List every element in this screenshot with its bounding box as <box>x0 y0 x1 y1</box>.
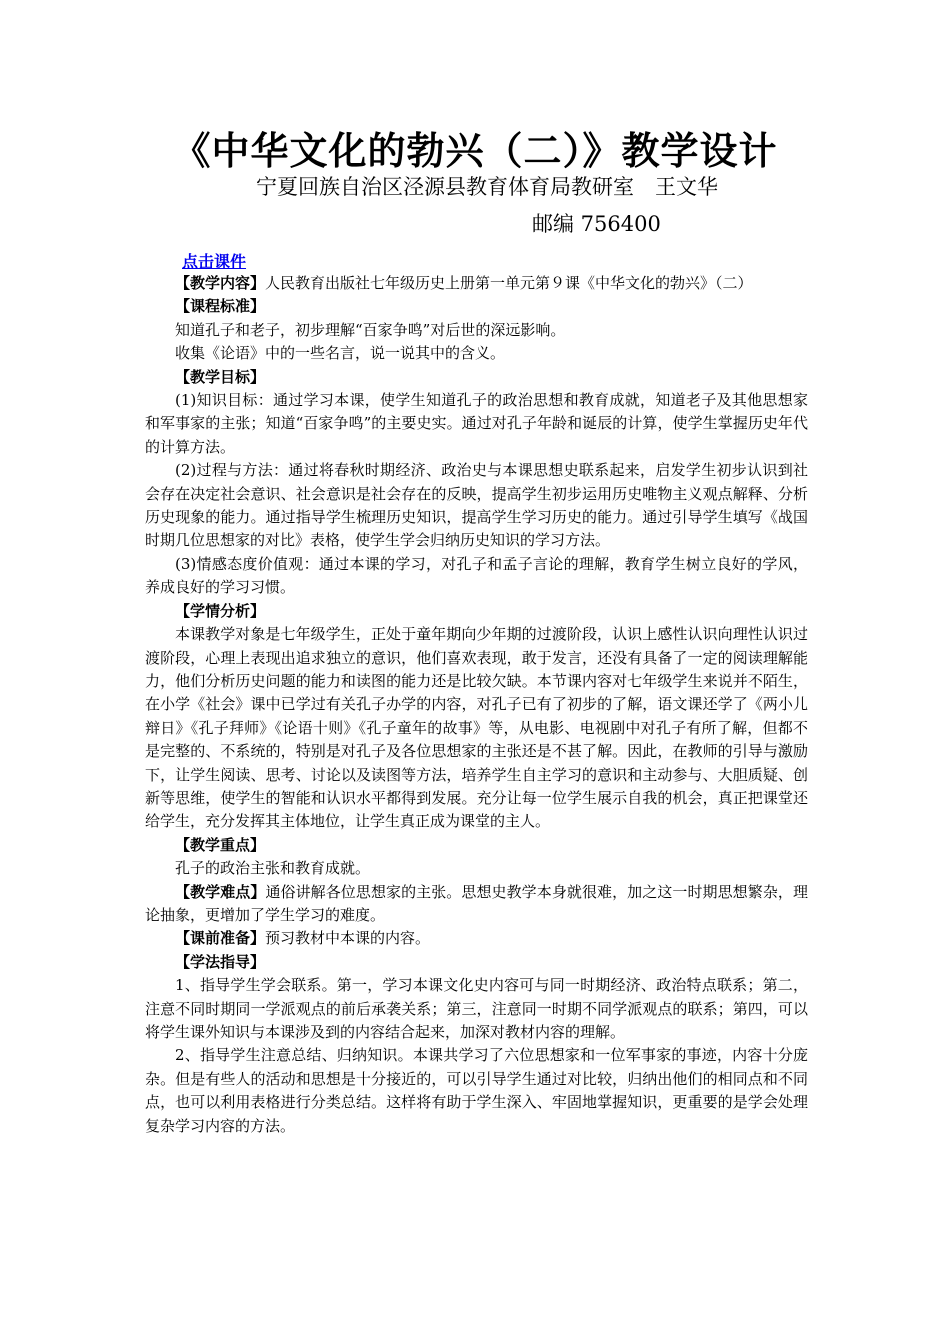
focus-heading: 【教学重点】 <box>175 835 266 854</box>
standard-heading: 【课程标准】 <box>175 297 266 316</box>
goal-paragraph: (3)情感态度价值观：通过本课的学习，对孔子和孟子言论的理解，教育学生树立良好的学风，养成良好的学习习惯。 <box>145 554 808 597</box>
prep-label: 【课前准备】 <box>175 929 266 948</box>
difficulty-paragraph <box>145 881 808 928</box>
standard-item: 知道孔子和老子，初步理解“百家争鸣”对后世的深远影响。 <box>175 320 566 339</box>
standard-item: 收集《论语》中的一些名言，说一说其中的含义。 <box>175 344 506 363</box>
goal-paragraph: (1)知识目标：通过学习本课，使学生知道孔子的政治思想和教育成就，知道老子及其他思想家和军事家的主张；知道“百家争鸣”的主要史实。通过对孔子年龄和诞辰的计算，使学生掌握历史年代的计算方法。 <box>145 391 808 456</box>
method-paragraph: 1、指导学生学会联系。第一，学习本课文化史内容可与同一时期经济、政治特点联系；第二，注意不同时期同一学派观点的前后承袭关系；第三，注意同一时期不同学派观点的联系；第四，可以将学生课外知识与本课涉及到的内容结合起来，加深对教材内容的理解。 <box>145 976 808 1041</box>
teaching-content-label: 【教学内容】 <box>175 274 266 292</box>
author-line: 宁夏回族自治区泾源县教育体育局教研室 王文华 <box>256 175 718 199</box>
teaching-content-paragraph <box>145 272 808 295</box>
teaching-content-text: 人民教育出版社七年级历史上册第一单元第９课《中华文化的勃兴》（二） <box>265 274 753 292</box>
analysis-heading: 【学情分析】 <box>175 601 266 620</box>
difficulty-label: 【教学难点】 <box>175 882 266 901</box>
goal-paragraph: (2)过程与方法：通过将春秋时期经济、政治史与本课思想史联系起来，启发学生初步认识到社会存在决定社会意识、社会意识是社会存在的反映，提高学生初步运用历史唯物主义观点解释、分析历史现象的能力。通过指导学生梳理历史知识，提高学生学习历史的能力。通过引导学生填写《战国时期几位思想家的对比》表格，使学生学会归纳历史知识的学习方法。 <box>145 461 808 550</box>
document-body <box>145 272 808 1138</box>
courseware-link[interactable]: 点击课件 <box>182 252 247 271</box>
focus-text: 孔子的政治主张和教育成就。 <box>175 859 371 878</box>
analysis-paragraph: 本课教学对象是七年级学生，正处于童年期向少年期的过渡阶段，认识上感性认识向理性认识过渡阶段，心理上表现出追求独立的意识，他们喜欢表现，敢于发言，还没有具备了一定的阅读理解能力，他们分析历史问题的能力和读图的能力还是比较欠缺。本节课内容对七年级学生来说并不陌生，在小学《社会》课中已学过有关孔子办学的内容，对孔子已有了初步的了解，语文课还学了《两小儿辩日》《孔子拜师》《论语十则》《孔子童年的故事》等，从电影、电视剧中对孔子有所了解，但都不是完整的、不系统的，特别是对孔子及各位思想家的主张还是不甚了解。因此，在教师的引导与激励下，让学生阅读、思考、讨论以及读图等方法，培养学生自主学习的意识和主动参与、大胆质疑、创新等思维，使学生的智能和认识水平都得到发展。充分让每一位学生展示自我的机会，真正把课堂还给学生，充分发挥其主体地位，让学生真正成为课堂的主人。 <box>145 625 808 831</box>
method-paragraph: 2、指导学生注意总结、归纳知识。本课共学习了六位思想家和一位军事家的事迹，内容十分庞杂。但是有些人的活动和思想是十分接近的，可以引导学生通过对比较，归纳出他们的相同点和不同点，也可以利用表格进行分类总结。这样将有助于学生深入、牢固地掌握知识，更重要的是学会处理复杂学习内容的方法。 <box>145 1046 808 1135</box>
prep-paragraph <box>145 927 808 950</box>
prep-text: 预习教材中本课的内容。 <box>265 929 431 948</box>
difficulty-text: 通俗讲解各位思想家的主张。思想史教学本身就很难，加之这一时期思想繁杂，理论抽象，更增加了学生学习的难度。 <box>145 882 808 924</box>
method-heading: 【学法指导】 <box>175 952 266 971</box>
postcode-line: 邮编 756400 <box>532 212 661 236</box>
document-title: 《中华文化的勃兴（二）》教学设计 <box>172 129 778 173</box>
goals-heading: 【教学目标】 <box>175 367 266 386</box>
